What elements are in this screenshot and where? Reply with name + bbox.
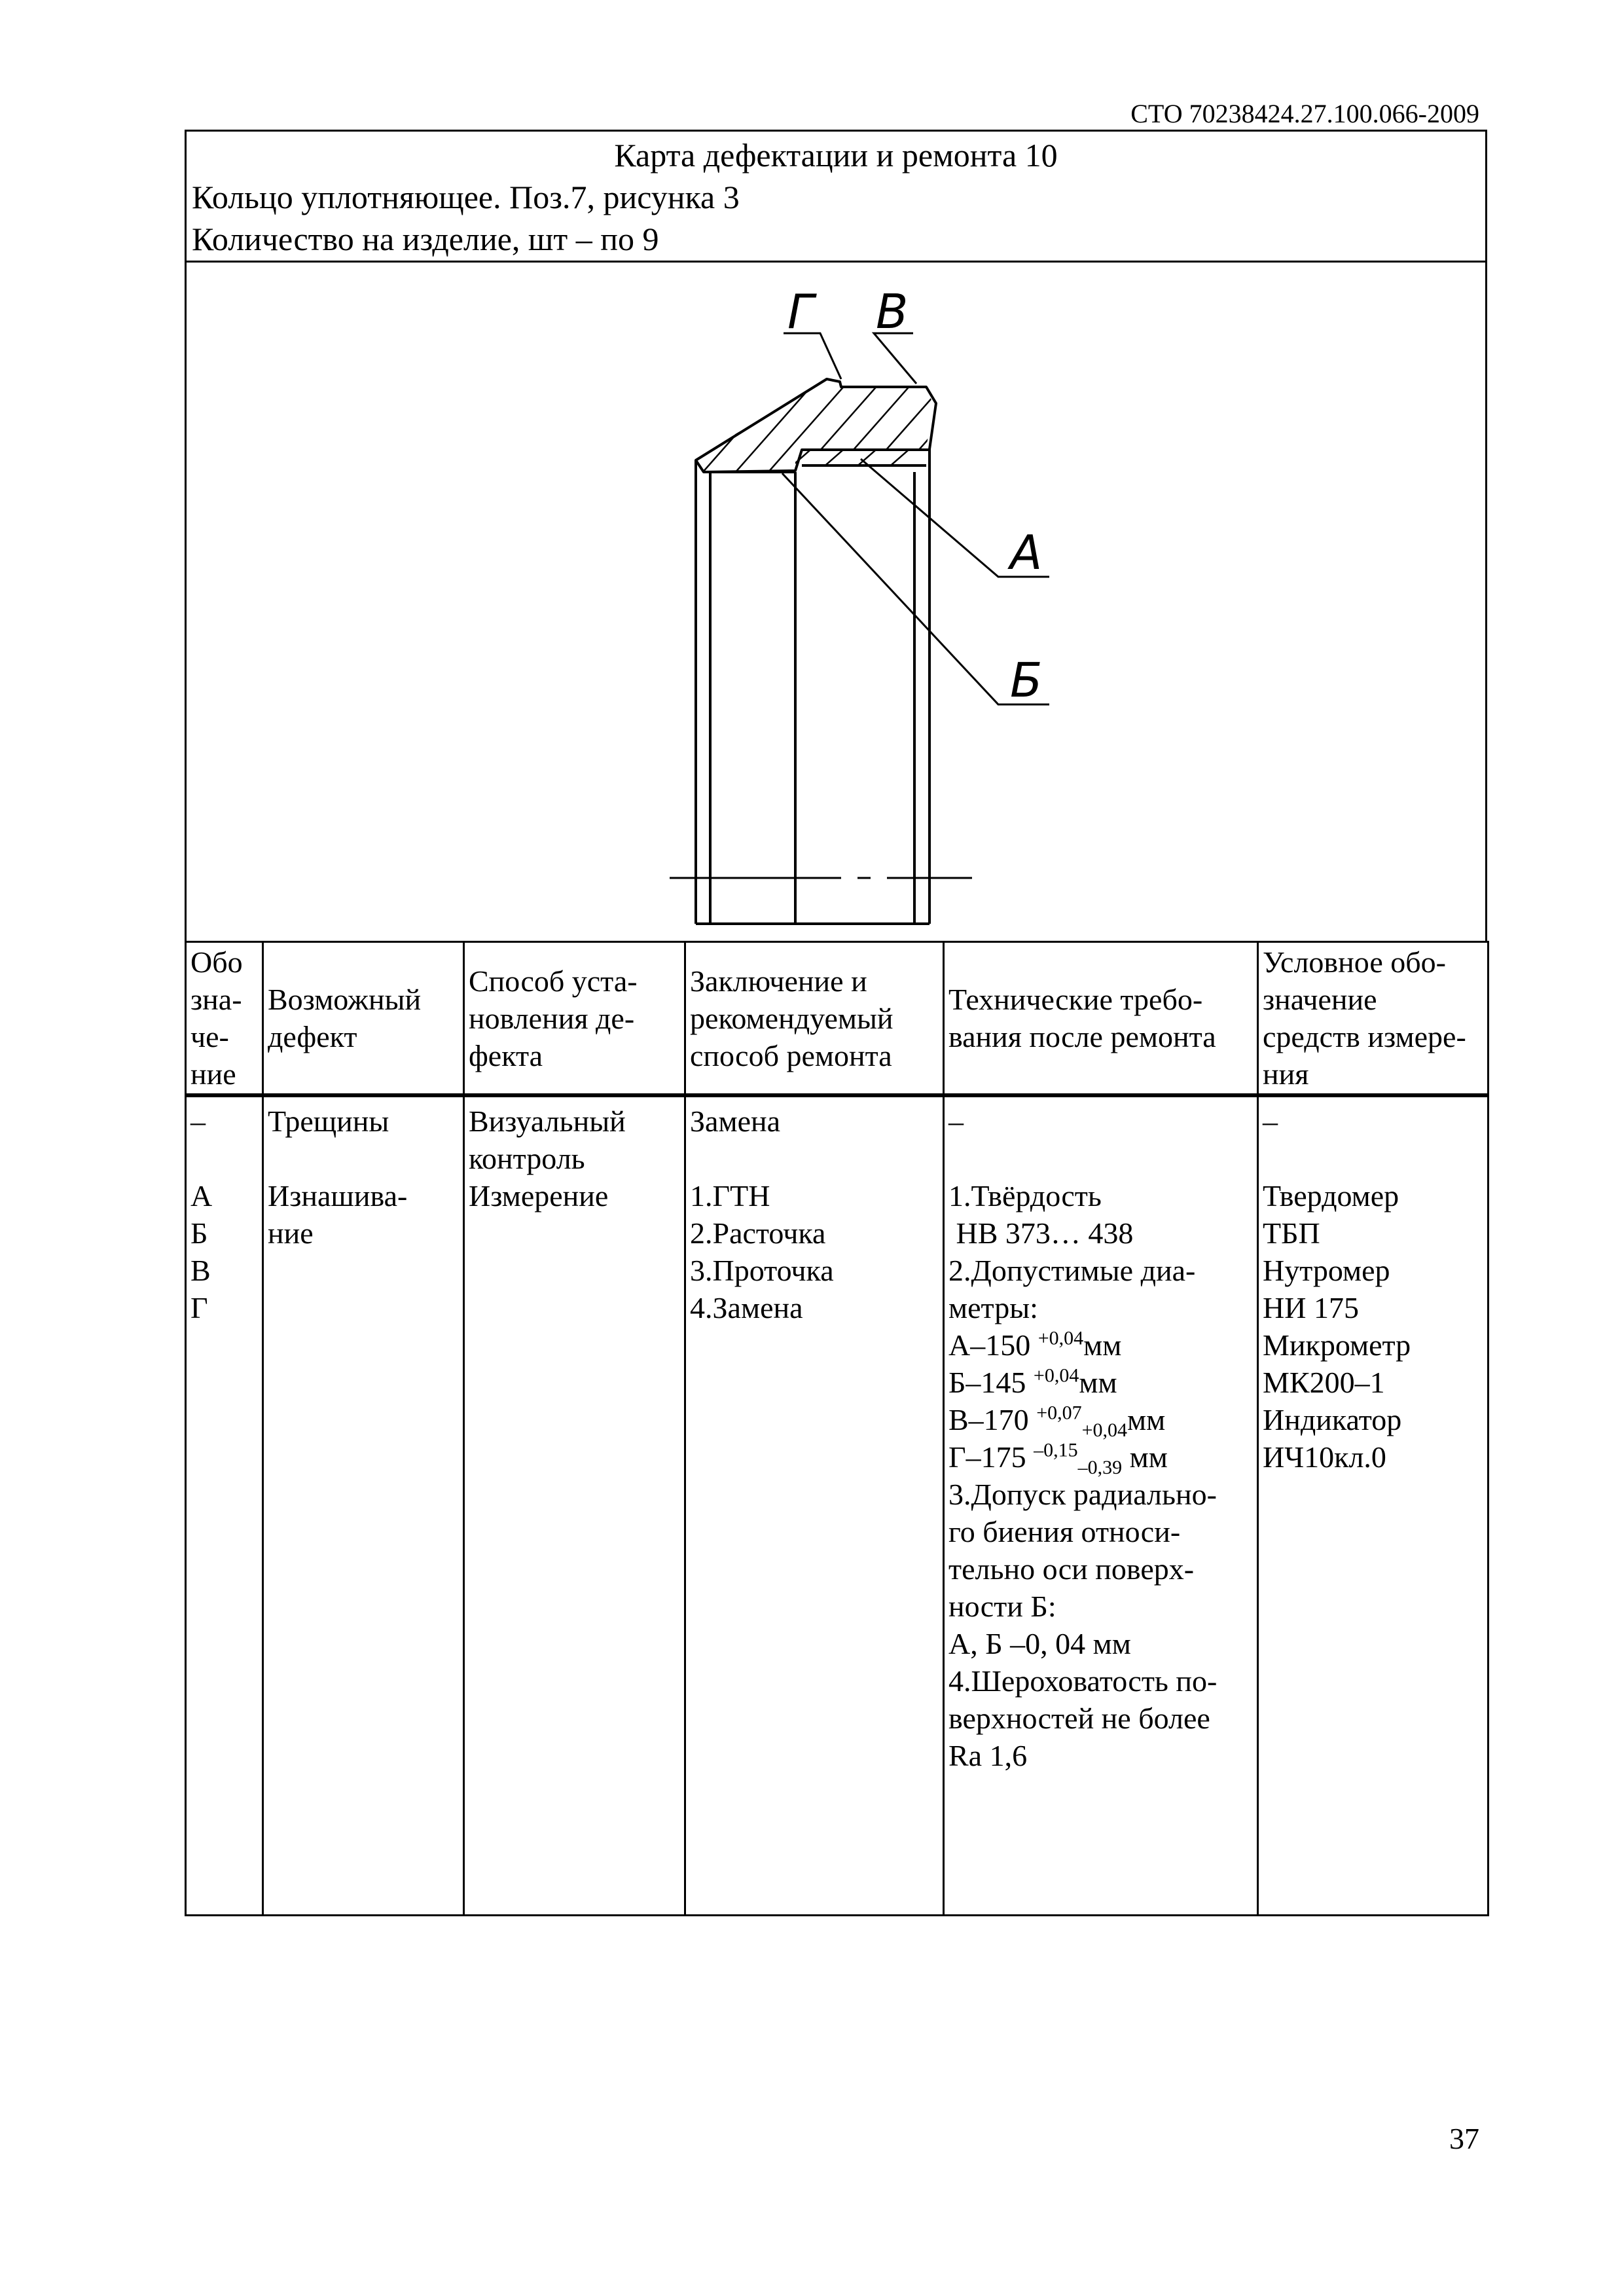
label-b: Б	[1010, 653, 1043, 708]
part-drawing	[185, 261, 1487, 943]
quantity-line: Количество на изделие, шт – по 9	[192, 221, 659, 257]
header-designation: Обо зна- че- ние	[186, 942, 263, 1096]
cell-defect: Трещины Изнашива- ние	[263, 1095, 464, 1916]
cell-designation: – А Б В Г	[186, 1095, 263, 1916]
page-number: 37	[1449, 2122, 1479, 2155]
header-requirements: Технические требо- вания после ремонта	[944, 942, 1258, 1096]
label-g: Г	[787, 284, 814, 339]
card-header	[185, 130, 1487, 263]
document-code: СТО 70238424.27.100.066-2009	[1130, 99, 1479, 128]
defect-table	[185, 941, 1489, 1916]
label-v: В	[876, 284, 909, 339]
cell-requirements: – 1.Твёрдость НВ 373… 438 2.Допустимые диа- метры: А–150 $^{+0,04}$мм Б–145 $^{+0,04}$мм В–170 $^{+0,07}_{+0,04}$мм Г–175 $^{-0,15}_{-0,39}$ мм 3.Допуск радиально- го биения относи- тельно оси поверх- ности Б: А, Б –0, 04 мм 4.Шероховатость по- верхностей не более Ra 1,6	[944, 1095, 1258, 1916]
cell-conclusion: Замена 1.ГТН 2.Расточка 3.Проточка 4.Замена	[685, 1095, 944, 1916]
diameter-a: А–150 $^{+0,04}$мм	[948, 1327, 1122, 1362]
label-a: А	[1010, 525, 1043, 580]
ring-section-drawing	[187, 263, 1485, 941]
section-hatching	[697, 367, 992, 479]
cell-detection-method: Визуальный контроль Измерение	[464, 1095, 685, 1916]
part-name: Кольцо уплотняющее. Поз.7, рисунка 3	[192, 179, 740, 215]
diameter-g: Г–175 $^{-0,15}_{-0,39}$ мм	[948, 1439, 1168, 1479]
card-title: Карта дефектации и ремонта 10	[614, 137, 1058, 173]
header-defect: Возможный дефект	[263, 942, 464, 1096]
ring-outline	[696, 379, 936, 924]
diameter-b: Б–145 $^{+0,04}$мм	[948, 1364, 1117, 1399]
header-conclusion: Заключение и рекомендуемый способ ремонта	[685, 942, 944, 1096]
table-row	[186, 1095, 1489, 1916]
table-header-row	[186, 942, 1489, 1096]
header-detection-method: Способ уста- новления де- фекта	[464, 942, 685, 1096]
diameter-v: В–170 $^{+0,07}_{+0,04}$мм	[948, 1402, 1166, 1442]
cell-instruments: – Твердомер ТБП Нутромер НИ 175 Микрометр МК200–1 Индикатор ИЧ10кл.0	[1258, 1095, 1489, 1916]
header-instruments: Условное обо- значение средств измере- ния	[1258, 942, 1489, 1096]
